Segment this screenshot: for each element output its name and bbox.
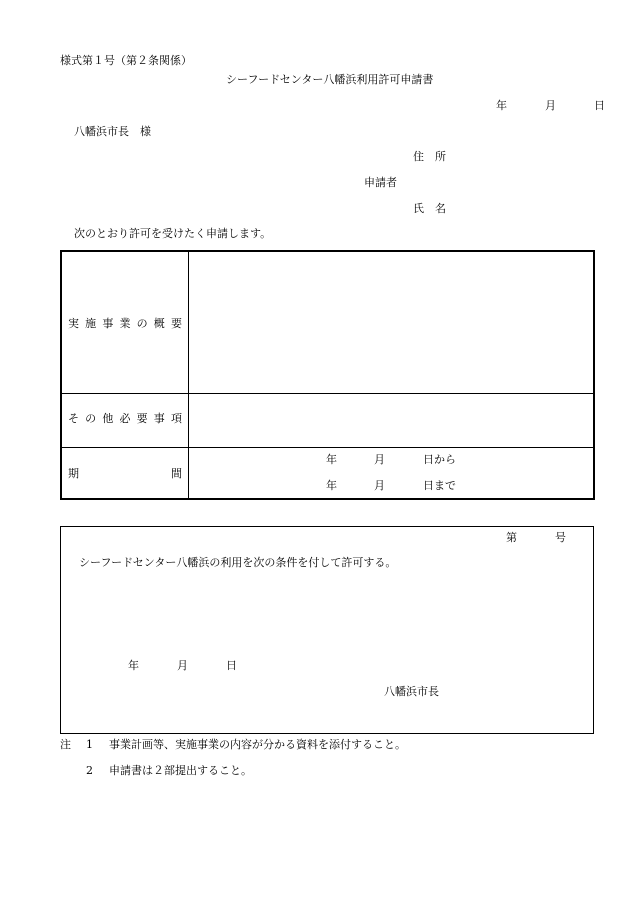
label-char: の [85, 412, 97, 425]
application-table [60, 250, 595, 500]
table-row-divider-2 [62, 447, 593, 448]
address-label: 住 所 [413, 150, 446, 163]
period-field[interactable] [190, 449, 591, 496]
addressee: 八幡浜市長 様 [74, 125, 151, 138]
permit-number-dai: 第 [506, 531, 517, 544]
label-char: そ [68, 412, 79, 425]
label-char: 要 [136, 412, 148, 425]
table-column-divider [188, 252, 189, 498]
form-number: 様式第１号（第２条関係） [60, 54, 192, 67]
permit-section [60, 526, 594, 734]
label-char: 間 [171, 467, 182, 480]
other-matters-field[interactable] [190, 395, 591, 445]
note-1-text: 事業計画等、実施事業の内容が分かる資料を添付すること。 [109, 738, 406, 751]
label-char: 期 [68, 467, 79, 480]
date-year-label: 年 [496, 99, 507, 112]
note-1-number: 1 [86, 738, 93, 751]
permit-month: 月 [177, 659, 188, 672]
notes-label: 注 [60, 738, 71, 751]
label-char: 事 [102, 317, 114, 330]
permit-number-go: 号 [555, 531, 566, 544]
label-char: の [136, 317, 148, 330]
label-char: 概 [153, 317, 165, 330]
period-from-month: 月 [374, 453, 385, 466]
label-char: 実 [68, 317, 79, 330]
form-title: シーフードセンター八幡浜利用許可申請書 [226, 73, 434, 86]
intro-text: 次のとおり許可を受けたく申請します。 [74, 227, 272, 240]
label-char: 要 [170, 317, 182, 330]
label-char: 他 [102, 412, 114, 425]
permit-day: 日 [226, 659, 237, 672]
period-from-year: 年 [326, 453, 337, 466]
period-to-year: 年 [326, 479, 337, 492]
permit-issuer: 八幡浜市長 [384, 685, 439, 698]
label-char: 事 [153, 412, 165, 425]
project-summary-field[interactable] [190, 254, 591, 391]
permit-year: 年 [128, 659, 139, 672]
period-to-day: 日まで [423, 479, 456, 492]
table-row-divider-1 [62, 393, 593, 394]
label-char: 必 [119, 412, 131, 425]
date-month-label: 月 [545, 99, 556, 112]
row-label-project-summary [68, 315, 182, 331]
period-from-day: 日から [423, 453, 456, 466]
date-day-label: 日 [594, 99, 605, 112]
note-2-number: 2 [86, 764, 93, 777]
period-to-month: 月 [374, 479, 385, 492]
name-label: 氏 名 [413, 202, 446, 215]
label-char: 施 [85, 317, 97, 330]
permit-text: シーフードセンター八幡浜の利用を次の条件を付して許可する。 [79, 556, 397, 569]
row-label-other-matters [68, 410, 182, 426]
note-2-text: 申請書は２部提出すること。 [109, 764, 252, 777]
row-label-period [68, 465, 182, 481]
label-char: 項 [170, 412, 182, 425]
label-char: 業 [119, 317, 131, 330]
applicant-label: 申請者 [364, 176, 397, 189]
